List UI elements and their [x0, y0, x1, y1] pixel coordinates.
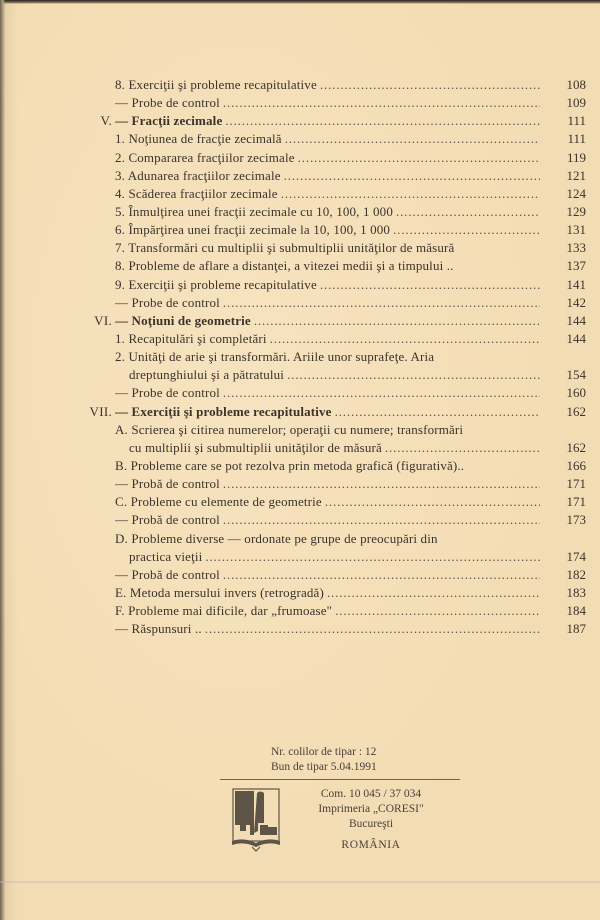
toc-entry-row — [76, 384, 586, 402]
entry-title: — Noţiuni de geometrie — [115, 312, 251, 328]
entry-title: 2. Compararea fracţiilor zecimale — [115, 149, 295, 165]
toc-chapter-row — [76, 112, 586, 130]
dot-leader — [223, 475, 540, 493]
toc-entry-row — [76, 457, 586, 475]
entry-title: — Probă de control — [115, 512, 220, 528]
dot-leader — [223, 294, 540, 312]
page-number: 111 — [567, 113, 586, 129]
dot-leader — [223, 511, 540, 529]
dot-leader — [223, 94, 540, 112]
page-number: 141 — [566, 276, 586, 292]
page-number: 108 — [566, 77, 586, 92]
dot-leader — [284, 167, 540, 185]
entry-title: — Probe de control — [115, 95, 220, 111]
table-of-contents — [76, 76, 586, 638]
entry-title: practica vieţii — [129, 548, 203, 564]
toc-entry-row — [76, 566, 586, 584]
page-number: 129 — [566, 203, 586, 219]
page-number: 187 — [566, 621, 586, 637]
toc-entry-row — [76, 421, 586, 439]
dot-leader — [335, 602, 540, 620]
dot-leader — [325, 493, 540, 511]
entry-title: 6. Împărţirea unei fracţii zecimale la 10, 100, 1 000 — [115, 222, 391, 238]
toc-entry-row — [76, 76, 586, 94]
toc-entry-row — [76, 276, 586, 294]
toc-entry-row — [76, 548, 586, 566]
dot-leader — [320, 76, 540, 94]
print-approval-date: Bun de tipar 5.04.1991 — [271, 760, 377, 773]
toc-entry-row — [76, 257, 586, 275]
page-number: 171 — [566, 476, 586, 492]
dot-leader — [298, 149, 540, 167]
chapter-number: VI. — [94, 312, 112, 328]
dot-leader — [281, 185, 540, 203]
entry-title: B. Probleme care se pot rezolva prin metoda grafică (figurativă).. — [115, 457, 465, 473]
page-number: 183 — [566, 584, 586, 600]
country: ROMÂNIA — [341, 839, 401, 851]
entry-title: cu multiplii şi submultiplii unităţilor de măsură — [129, 439, 382, 455]
toc-entry-row — [76, 94, 586, 112]
dot-leader — [327, 584, 540, 602]
dot-leader — [385, 439, 540, 457]
entry-title: 9. Exerciţii şi probleme recapitulative — [115, 276, 317, 292]
toc-entry-row — [76, 620, 586, 638]
page-number: 160 — [566, 385, 586, 401]
page-top-edge — [0, 0, 600, 4]
dot-leader — [225, 112, 540, 130]
dot-leader — [393, 221, 540, 239]
entry-title: — Probă de control — [115, 476, 220, 492]
dot-leader — [396, 203, 540, 221]
page-number: 162 — [566, 439, 586, 455]
toc-chapter-row — [76, 403, 586, 421]
page-number: 173 — [566, 512, 586, 528]
dot-leader — [223, 566, 540, 584]
page-fold-line — [0, 881, 600, 883]
toc-chapter-row — [76, 312, 586, 330]
entry-title: 1. Recapitulări şi completări — [115, 330, 267, 346]
page-number: 171 — [566, 494, 586, 510]
dot-leader — [223, 384, 540, 402]
toc-entry-row — [76, 130, 586, 148]
toc-entry-row — [76, 239, 586, 257]
page-number: 131 — [566, 222, 586, 238]
page-number: 124 — [566, 185, 586, 201]
sheets-count: Nr. colilor de tipar : 12 — [271, 746, 377, 758]
entry-title: — Probă de control — [115, 566, 220, 582]
toc-entry-row — [76, 475, 586, 493]
toc-entry-row — [76, 439, 586, 457]
chapter-number: VII. — [89, 403, 112, 419]
dot-leader — [205, 620, 540, 638]
colophon-divider — [220, 779, 460, 780]
page-binding-edge — [0, 0, 5, 920]
page-number: 111 — [567, 131, 586, 147]
toc-entry-row — [76, 493, 586, 511]
entry-title: — Probe de control — [115, 385, 220, 401]
entry-title: 8. Exerciţii şi probleme recapitulative — [115, 77, 317, 92]
entry-title: E. Metoda mersului invers (retrogradă) — [115, 584, 324, 600]
toc-entry-row — [76, 348, 586, 366]
dot-leader — [254, 312, 540, 330]
toc-entry-row — [76, 511, 586, 529]
page-number: 121 — [566, 167, 586, 183]
entry-title: 3. Adunarea fracţiilor zecimale — [115, 167, 281, 183]
toc-entry-row — [76, 366, 586, 384]
entry-title: D. Probleme diverse — ordonate pe grupe de preocupări din — [115, 530, 438, 546]
entry-title: C. Probleme cu elemente de geometrie — [115, 494, 322, 510]
entry-title: 5. Înmulţirea unei fracţii zecimale cu 10, 100, 1 000 — [115, 203, 393, 219]
entry-title: 7. Transformări cu multiplii şi submultiplii unităţilor de măsură — [115, 240, 455, 256]
page-number: 137 — [566, 258, 586, 274]
page-number: 109 — [566, 95, 586, 111]
toc-entry-row — [76, 294, 586, 312]
toc-entry-row — [76, 221, 586, 239]
page-number: 119 — [566, 149, 586, 165]
printing-house-book-logo-icon — [230, 787, 282, 853]
entry-title: dreptunghiului şi a pătratului — [129, 367, 285, 383]
page-number: 166 — [566, 457, 586, 473]
order-number: Com. 10 045 / 37 034 — [320, 788, 422, 800]
dot-leader — [270, 330, 540, 348]
dot-leader — [205, 548, 540, 566]
entry-title: 2. Unităţi de arie şi transformări. Ariile unor suprafeţe. Aria — [115, 349, 435, 365]
printer-name: Imprimeria „CORESI" — [318, 803, 424, 815]
dot-leader — [287, 366, 540, 384]
dot-leader — [335, 403, 540, 421]
entry-title: 1. Noţiunea de fracţie zecimală — [115, 131, 282, 147]
printer-city: Bucureşti — [348, 818, 394, 830]
colophon — [228, 745, 458, 851]
page-number: 133 — [566, 240, 586, 256]
entry-title: A. Scrierea şi citirea numerelor; operaţii cu numere; transformări — [115, 421, 464, 437]
chapter-number: V. — [100, 113, 112, 129]
toc-entry-row — [76, 203, 586, 221]
page-number: 144 — [566, 330, 586, 346]
entry-title: F. Probleme mai dificile, dar „frumoase" — [115, 603, 333, 619]
entry-title: — Exerciţii şi probleme recapitulative — [115, 403, 332, 419]
toc-entry-row — [76, 584, 586, 602]
page-number: 182 — [566, 566, 586, 582]
dot-leader — [320, 276, 540, 294]
dot-leader — [285, 130, 540, 148]
toc-entry-row — [76, 185, 586, 203]
toc-entry-row — [76, 167, 586, 185]
entry-title: — Fracţii zecimale — [115, 113, 223, 129]
entry-title: — Probe de control — [115, 294, 220, 310]
page-number: 142 — [566, 294, 586, 310]
entry-title: 4. Scăderea fracţiilor zecimale — [115, 185, 278, 201]
toc-entry-row — [76, 149, 586, 167]
entry-title: — Răspunsuri .. — [115, 621, 202, 637]
toc-entry-row — [76, 530, 586, 548]
entry-title: 8. Probleme de aflare a distanţei, a vitezei medii şi a timpului .. — [115, 258, 454, 274]
page-number: 162 — [566, 403, 586, 419]
page-number: 184 — [566, 603, 586, 619]
toc-entry-row — [76, 602, 586, 620]
toc-entry-row — [76, 330, 586, 348]
page-number: 174 — [566, 548, 586, 564]
page-number: 144 — [566, 312, 586, 328]
page-number: 154 — [566, 367, 586, 383]
